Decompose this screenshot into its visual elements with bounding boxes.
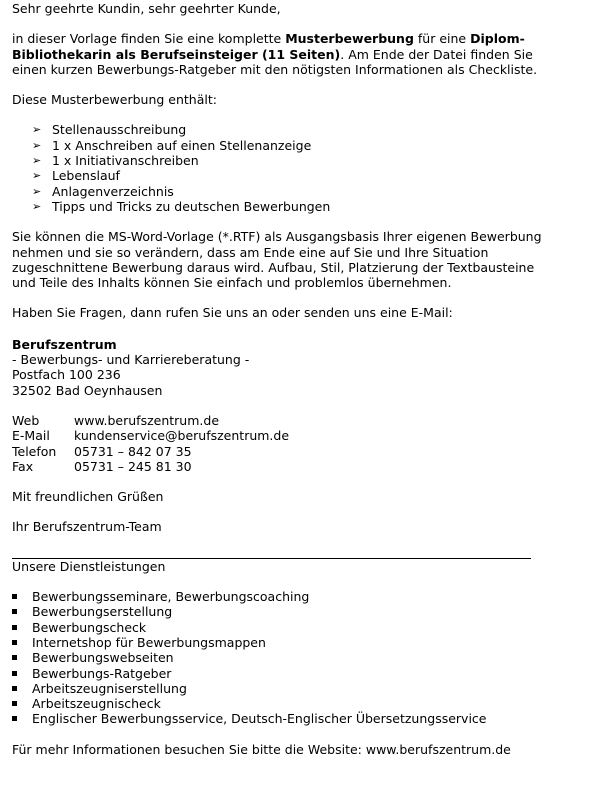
list-item (32, 153, 552, 168)
email-link[interactable]: kundenservice@berufszentrum.de (74, 428, 290, 444)
company-tagline: - Bewerbungs- und Karriereberatung - (12, 352, 250, 368)
list-item-label: Bewerbungswebseiten (32, 650, 174, 666)
list-item (12, 681, 552, 696)
list-item-label: Bewerbungs-Ratgeber (32, 665, 172, 681)
phone-number: 05731 – 842 07 35 (74, 443, 192, 459)
footer-note: Für mehr Informationen besuchen Sie bitte die Website: www.berufszentrum.de (12, 741, 511, 757)
usage-paragraph: Sie können die MS-Word-Vorlage (*.RTF) als Ausgangsbasis Ihrer eigenen Bewerbung nehmen und sie so verändern, dass am Ende eine auf Sie und Ihre Situation zugeschnittene Bewerbung daraus wird. Aufbau, Stil, Platzierung der Textbausteine und Teile des Inhalts können Sie einfach und problemlos übernehmen. (12, 229, 542, 291)
contact-row-phone (12, 444, 289, 459)
intro-text-2: für eine (413, 31, 471, 47)
list-item-label: 1 x Initiativanschreiben (52, 153, 199, 169)
square-bullet-icon (12, 609, 17, 614)
arrow-bullet-icon: ➢ (32, 138, 42, 152)
arrow-bullet-icon: ➢ (32, 123, 42, 137)
square-bullet-icon (12, 594, 17, 599)
list-item (12, 589, 552, 604)
square-bullet-icon (12, 625, 17, 630)
list-item (32, 184, 552, 199)
web-link[interactable]: www.berufszentrum.de (74, 412, 220, 428)
contact-row-email (12, 428, 289, 443)
list-item-label: Anlagenverzeichnis (52, 183, 174, 199)
company-name: Berufszentrum (12, 336, 117, 352)
square-bullet-icon (12, 655, 17, 660)
square-bullet-icon (12, 701, 17, 706)
list-item-label: Lebenslauf (52, 168, 120, 184)
intro-bold-position: Diplom-Bibliothekarin als Berufseinsteiger (11 Seiten) (12, 31, 525, 62)
list-item-label: Arbeitszeugniserstellung (32, 680, 187, 696)
greeting: Sehr geehrte Kundin, sehr geehrter Kunde, (12, 1, 281, 16)
square-bullet-icon (12, 686, 17, 691)
list-item-label: Bewerbungscheck (32, 619, 147, 635)
contents-list (12, 122, 552, 214)
list-item (12, 620, 552, 635)
services-list (12, 589, 552, 727)
list-item-label: Englischer Bewerbungsservice, Deutsch-Englischer Übersetzungsservice (32, 711, 487, 727)
closing: Mit freundlichen Grüßen (12, 489, 164, 505)
arrow-bullet-icon: ➢ (32, 154, 42, 168)
list-item (12, 635, 552, 650)
fax-number: 05731 – 245 81 30 (74, 458, 192, 474)
square-bullet-icon (12, 671, 17, 676)
list-item (32, 122, 552, 137)
intro-text-1: in dieser Vorlage finden Sie eine komplette (12, 31, 286, 47)
arrow-bullet-icon: ➢ (32, 199, 42, 213)
letter-body (12, 0, 552, 757)
address-block (12, 337, 552, 398)
city: 32502 Bad Oeynhausen (12, 382, 163, 398)
list-item-label: 1 x Anschreiben auf einen Stellenanzeige (52, 137, 312, 153)
arrow-bullet-icon: ➢ (32, 169, 42, 183)
list-item-label: Stellenausschreibung (52, 122, 187, 138)
contents-heading: Diese Musterbewerbung enthält: (12, 92, 217, 108)
list-item (32, 138, 552, 153)
square-bullet-icon (12, 640, 17, 645)
intro-text-3: . Am Ende der Datei finden Sie einen kurzen Bewerbungs-Ratgeber mit den nötigsten Informationen als Checkliste. (12, 46, 538, 77)
intro-paragraph (12, 31, 552, 77)
list-item (12, 696, 552, 711)
contact-label: Web (12, 412, 40, 428)
questions-paragraph: Haben Sie Fragen, dann rufen Sie uns an oder senden uns eine E-Mail: (12, 305, 453, 321)
list-item-label: Bewerbungsseminare, Bewerbungscoaching (32, 589, 310, 605)
contact-label: Fax (12, 458, 34, 474)
list-item (12, 711, 552, 726)
intro-bold-musterbewerbung: Musterbewerbung (285, 31, 414, 47)
square-bullet-icon (12, 716, 17, 721)
contact-label: Telefon (12, 443, 57, 459)
list-item-label: Tipps und Tricks zu deutschen Bewerbungen (52, 198, 331, 214)
contact-label: E-Mail (12, 428, 50, 444)
signature: Ihr Berufszentrum-Team (12, 519, 162, 535)
list-item (32, 199, 552, 214)
postbox: Postfach 100 236 (12, 367, 121, 383)
list-item (32, 168, 552, 183)
services-title: Unsere Dienstleistungen (12, 558, 166, 574)
list-item (12, 666, 552, 681)
list-item (12, 650, 552, 665)
arrow-bullet-icon: ➢ (32, 184, 42, 198)
list-item-label: Bewerbungserstellung (32, 604, 173, 620)
contact-table (12, 413, 289, 474)
contact-row-web (12, 413, 289, 428)
list-item-label: Arbeitszeugnischeck (32, 696, 161, 712)
list-item (12, 604, 552, 619)
contact-row-fax (12, 459, 289, 474)
list-item-label: Internetshop für Bewerbungsmappen (32, 634, 266, 650)
